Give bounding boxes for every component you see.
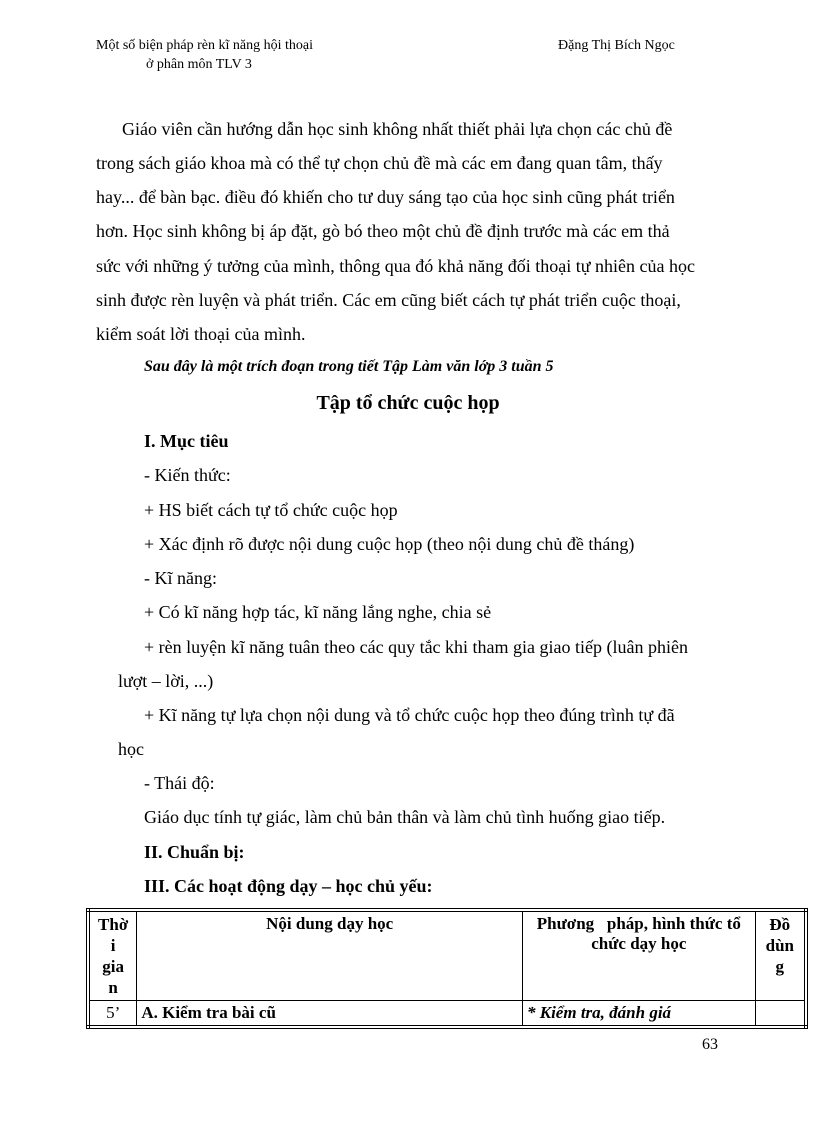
- header-time: Thờ i gia n: [88, 910, 137, 1001]
- skills-item: + rèn luyện kĩ năng tuân theo các quy tắc khi tham gia giao tiếp (luân phiên: [144, 637, 688, 657]
- cell-materials: [755, 1001, 806, 1028]
- skills-label: - Kĩ năng:: [144, 568, 217, 588]
- knowledge-item: + Xác định rõ được nội dung cuộc họp (theo nội dung chủ đề tháng): [144, 534, 635, 554]
- section-objectives: I. Mục tiêu: [144, 431, 229, 451]
- body-line: hơn. Học sinh không bị áp đặt, gò bó theo một chủ đề định trước mà các em thả: [96, 221, 670, 241]
- attitude-label: - Thái độ:: [144, 773, 215, 793]
- cell-method: * Kiểm tra, đánh giá: [523, 1001, 756, 1028]
- header-author: Đặng Thị Bích Ngọc: [558, 38, 675, 53]
- cell-content: A. Kiểm tra bài cũ: [137, 1001, 523, 1028]
- lesson-title: Tập tổ chức cuộc họp: [316, 392, 500, 414]
- body-line: hay... để bàn bạc. điều đó khiến cho tư duy sáng tạo của học sinh cũng phát triển: [96, 187, 675, 207]
- skills-item: + Kĩ năng tự lựa chọn nội dung và tổ chức cuộc họp theo đúng trình tự đã: [144, 705, 675, 725]
- skills-item-cont: học: [118, 739, 144, 759]
- header-title-line2: ở phân môn TLV 3: [146, 57, 252, 72]
- page-number: 63: [702, 1036, 718, 1053]
- body-line: kiểm soát lời thoại của mình.: [96, 324, 306, 344]
- excerpt-intro: Sau đây là một trích đoạn trong tiết Tập Làm văn lớp 3 tuần 5: [144, 358, 554, 375]
- body-line: trong sách giáo khoa mà có thể tự chọn chủ đề mà các em đang quan tâm, thấy: [96, 153, 663, 173]
- header-left: [96, 36, 313, 74]
- header-method: Phương pháp, hình thức tổ chức dạy học: [523, 910, 756, 1001]
- body-line: Giáo viên cần hướng dẫn học sinh không nhất thiết phải lựa chọn các chủ đề: [122, 119, 673, 139]
- attitude-item: Giáo dục tính tự giác, làm chủ bản thân và làm chủ tình huống giao tiếp.: [144, 807, 666, 827]
- section-preparation: II. Chuẩn bị:: [144, 842, 245, 862]
- cell-time: 5’: [88, 1001, 137, 1028]
- section-activities: III. Các hoạt động dạy – học chủ yếu:: [144, 876, 433, 896]
- skills-item-cont: lượt – lời, ...): [118, 671, 214, 691]
- body-line: sinh được rèn luyện và phát triển. Các em cũng biết cách tự phát triển cuộc thoại,: [96, 290, 681, 310]
- header-title-line1: Một số biện pháp rèn kĩ năng hội thoại: [96, 38, 313, 53]
- table-row: [88, 1001, 806, 1028]
- knowledge-item: + HS biết cách tự tổ chức cuộc họp: [144, 500, 398, 520]
- skills-item: + Có kĩ năng hợp tác, kĩ năng lắng nghe, chia sẻ: [144, 602, 492, 622]
- header-materials: Đồ dùn g: [755, 910, 806, 1001]
- header-content: Nội dung dạy học: [137, 910, 523, 1001]
- lesson-table: [86, 908, 808, 1029]
- body-line: sức với những ý tưởng của mình, thông qua đó khả năng đối thoại tự nhiên của học: [96, 256, 695, 276]
- table-header-row: [88, 910, 806, 1001]
- knowledge-label: - Kiến thức:: [144, 465, 231, 485]
